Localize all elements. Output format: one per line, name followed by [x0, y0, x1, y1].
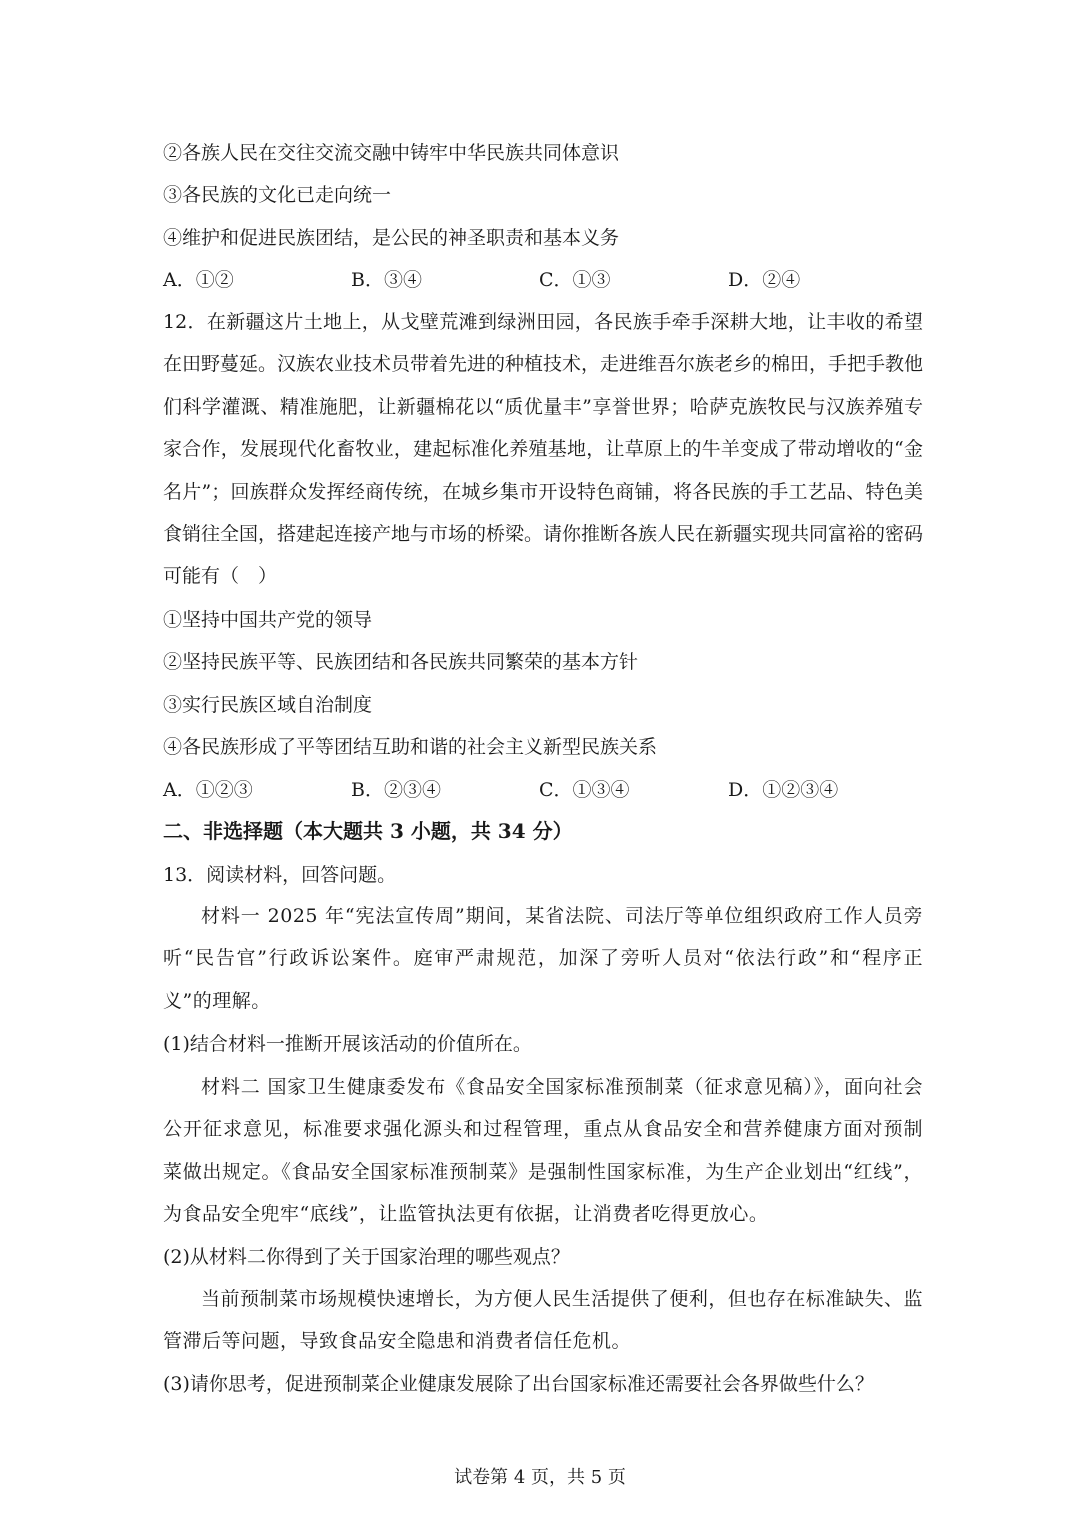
q13-subquestion-3: (3)请你思考，促进预制菜企业健康发展除了出台国家标准还需要社会各界做些什么？: [163, 1373, 874, 1395]
q12-statement-2: ②坚持民族平等、民族团结和各民族共同繁荣的基本方针: [163, 651, 639, 673]
q11-option-b[interactable]: B．③④: [351, 269, 422, 291]
q11-option-a[interactable]: A．①②: [163, 269, 234, 291]
section-title: 二、非选择题（本大题共 3 小题，共 34 分）: [163, 819, 573, 843]
q13-material-2: 材料二 国家卫生健康委发布《食品安全国家标准预制菜（征求意见稿）》，面向社会公开征求意见，标准要求强化源头和过程管理，重点从食品安全和营养健康方面对预制菜做出规定。《食品安全国家标准预制菜》是强制性国家标准，为生产企业划出“红线”，为食品安全兜牢“底线”，让监管执法更有依据，让消费者吃得更放心。: [163, 1076, 923, 1226]
page-footer: 试卷第 4 页，共 5 页: [454, 1467, 626, 1488]
q13-subquestion-2: (2)从材料二你得到了关于国家治理的哪些观点？: [163, 1246, 570, 1268]
q11-statement-4: ④维护和促进民族团结，是公民的神圣职责和基本义务: [163, 227, 620, 249]
q12-option-b[interactable]: B．②③④: [351, 779, 441, 801]
q13-material-3: 当前预制菜市场规模快速增长，为方便人民生活提供了便利，但也存在标准缺失、监管滞后等问题，导致食品安全隐患和消费者信任危机。: [163, 1288, 923, 1353]
q13-material-1: 材料一 2025 年“宪法宣传周”期间，某省法院、司法厅等单位组织政府工作人员旁听“民告官”行政诉讼案件。庭审严肃规范，加深了旁听人员对“依法行政”和“程序正义”的理解。: [163, 905, 923, 1012]
q12-option-a[interactable]: A．①②③: [163, 779, 253, 801]
q13-subquestion-1: (1)结合材料一推断开展该活动的价值所在。: [163, 1033, 532, 1055]
q12-statement-1: ①坚持中国共产党的领导: [163, 609, 373, 631]
q12-statement-4: ④各民族形成了平等团结互助和谐的社会主义新型民族关系: [163, 736, 658, 758]
q12-options: [163, 778, 923, 802]
q13-stem: 13．阅读材料，回答问题。: [163, 864, 397, 886]
q11-option-c[interactable]: C．①③: [539, 269, 611, 291]
q11-option-d[interactable]: D．②④: [728, 269, 801, 291]
q12-option-d[interactable]: D．①②③④: [728, 779, 839, 801]
q12-statement-3: ③实行民族区域自治制度: [163, 694, 373, 716]
q11-statement-2: ②各族人民在交往交流交融中铸牢中华民族共同体意识: [163, 142, 620, 164]
q12-option-c[interactable]: C．①③④: [539, 779, 630, 801]
q12-stem: 12．在新疆这片土地上，从戈壁荒滩到绿洲田园，各民族手牵手深耕大地，让丰收的希望在田野蔓延。汉族农业技术员带着先进的种植技术，走进维吾尔族老乡的棉田，手把手教他们科学灌溉、精准施肥，让新疆棉花以“质优量丰”享誉世界；哈萨克族牧民与汉族养殖专家合作，发展现代化畜牧业，建起标准化养殖基地，让草原上的牛羊变成了带动增收的“金名片”；回族群众发挥经商传统，在城乡集市开设特色商铺，将各民族的手工艺品、特色美食销往全国，搭建起连接产地与市场的桥梁。请你推断各族人民在新疆实现共同富裕的密码可能有（ ）: [163, 311, 924, 588]
q11-options: [163, 268, 923, 292]
q11-statement-3: ③各民族的文化已走向统一: [163, 184, 392, 206]
